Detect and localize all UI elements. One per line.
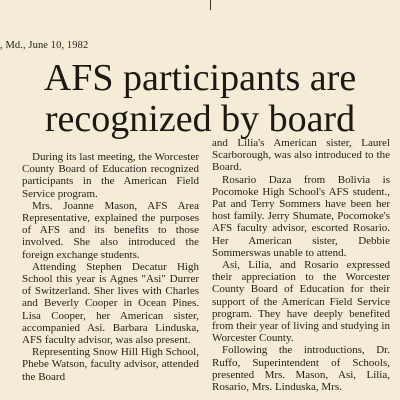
article-column-2 xyxy=(212,137,390,400)
headline xyxy=(0,58,400,140)
paragraph: Representing Snow Hill High School, Phebe Watson, faculty advisor, attended the Board xyxy=(22,346,199,383)
paragraph: During its last meeting, the Worcester County Board of Education recognized participants in the American Field Service program. xyxy=(22,151,199,200)
paragraph: and Lilia's American sister, Laurel Scarborough, was also introduced to the Board. xyxy=(212,137,390,174)
headline-line-1: AFS participants are xyxy=(43,57,357,99)
paragraph: Rosario Daza from Bolivia is Pocomoke High School's AFS student., Pat and Terry Sommers have been her host family. Jerry Shumate, Pocomoke's AFS faculty advisor, escorted Rosario. Her American sister, Debbie Sommerswas unable to attend. xyxy=(212,173,390,259)
dateline: , Md., June 10, 1982 xyxy=(0,40,89,51)
paragraph: Following the introductions, Dr. Ruffo, Superintendent of Schools, presented Mrs. Mason, Asi, Lilia, Rosario, Mrs. Linduska, Mrs. xyxy=(212,344,390,394)
paragraph: Mrs. Joanne Mason, AFS Area Representative, explained the purposes of AFS and its benefits to those involved. She also introduced the foreign exchange students. xyxy=(22,199,199,261)
paragraph: Asi, Lilia, and Rosario expressed their appreciation to the Worcester County Board of Education for their support of the American Field Service program. They have deeply benefited from their year of living and studying in Worcester County. xyxy=(212,259,390,345)
headline-line-2: recognized by board xyxy=(44,98,356,140)
article-column-1 xyxy=(22,151,199,400)
paragraph: Attending Stephen Decatur High School this year is Agnes "Asi" Durrer of Switzerland. Sher lives with Charles and Beverly Cooper in Ocean Pines. Lisa Cooper, her American sister, accompanied Asi. Barbara Linduska, AFS faculty advisor, was also present. xyxy=(22,260,199,347)
column-rule-mark xyxy=(210,0,211,10)
